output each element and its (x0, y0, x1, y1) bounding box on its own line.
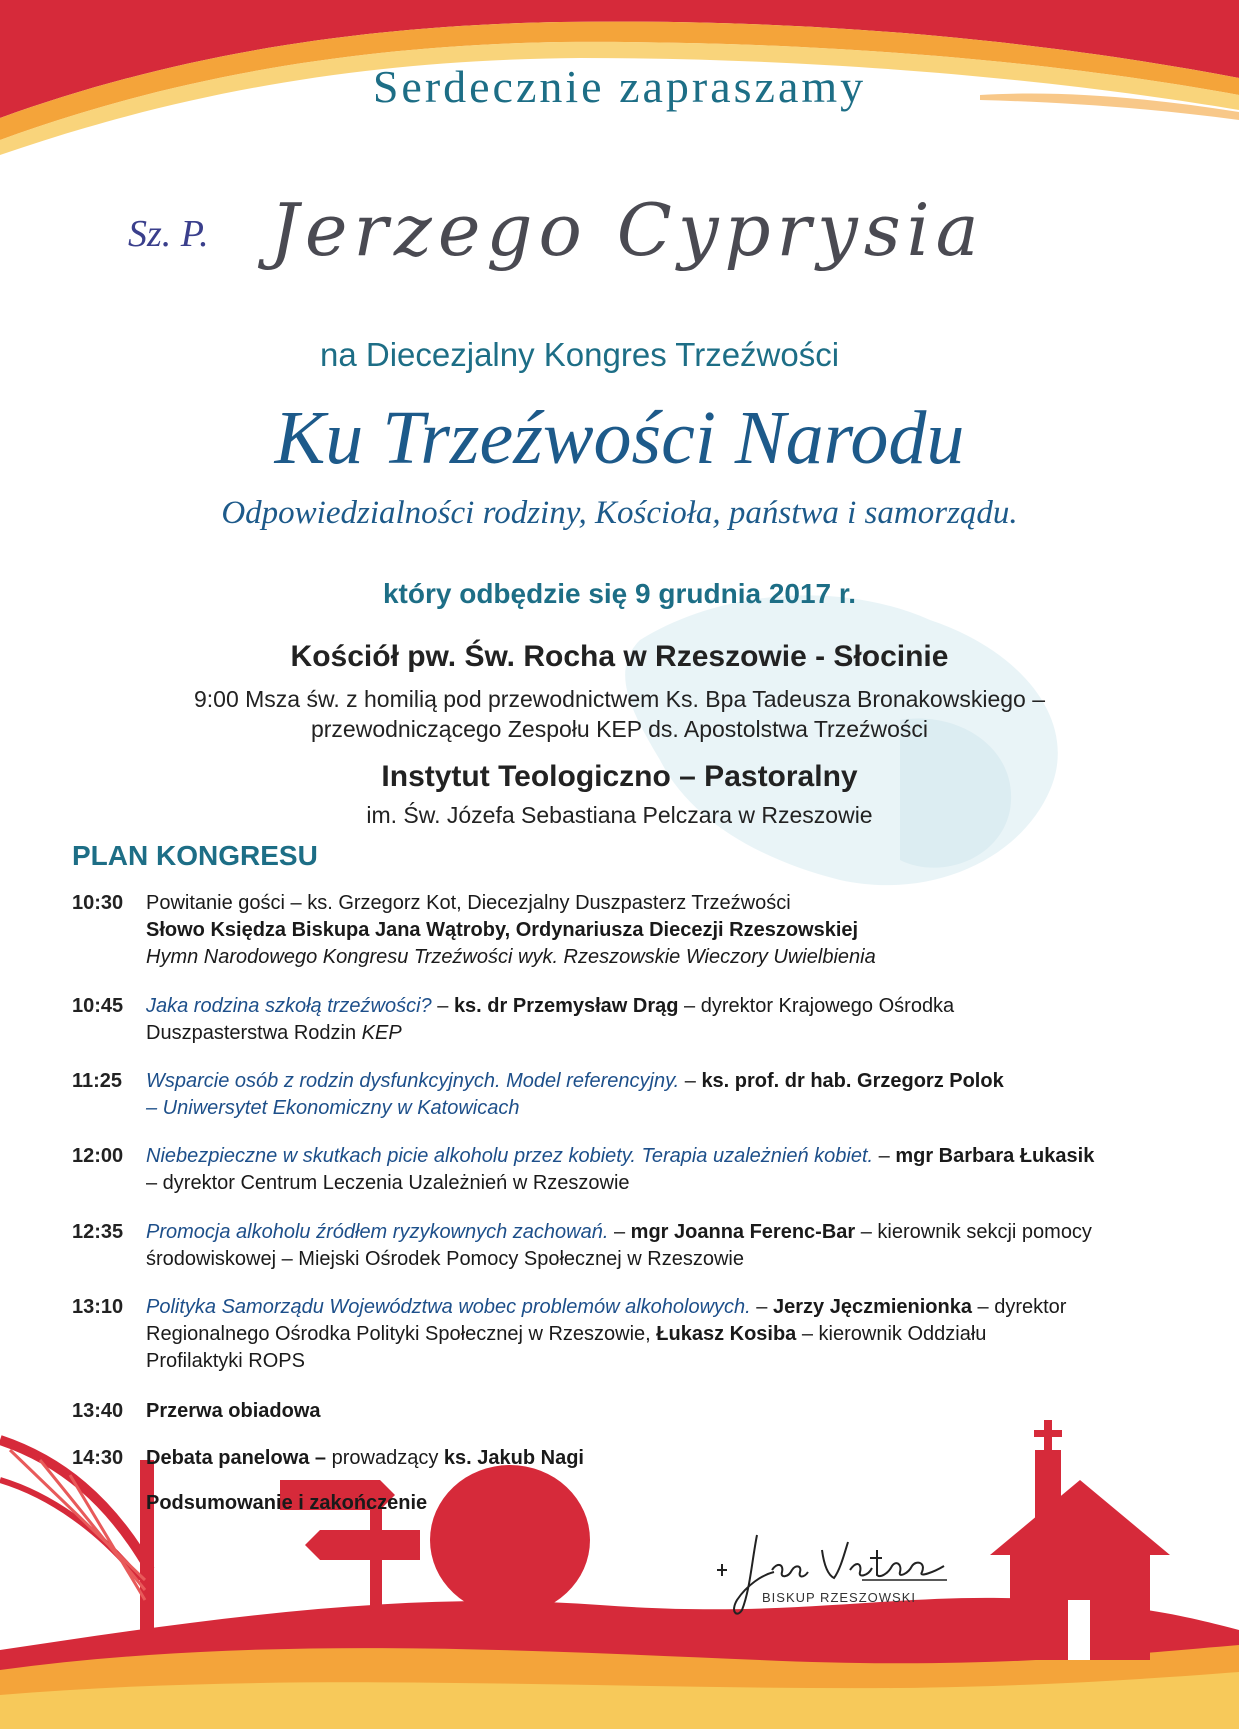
agenda-role: – dyrektor (971, 1296, 1067, 1318)
agenda-role: prowadzący (331, 1447, 444, 1469)
agenda-topic: Promocja alkoholu źródłem ryzykownych zachowań. (146, 1221, 609, 1243)
agenda-time: 10:45 (72, 995, 124, 1017)
subtitle: Odpowiedzialności rodziny, Kościoła, państwa i samorządu. (221, 495, 1018, 531)
agenda-topic: Niebezpieczne w skutkach picie alkoholu przez kobiety. Terapia uzależnień kobiet. (146, 1145, 874, 1167)
agenda-speaker: ks. dr Przemysław Drąg (453, 995, 679, 1017)
agenda-role: – dyrektor Centrum Leczenia Uzależnień w Rzeszowie (146, 1172, 630, 1194)
agenda-topic: Wsparcie osób z rodzin dysfunkcyjnych. Model referencyjny. (146, 1070, 680, 1092)
agenda-time: 12:00 (72, 1145, 124, 1167)
date-line: który odbędzie się 9 grudnia 2017 r. (382, 578, 857, 609)
agenda-time: 10:30 (72, 892, 124, 914)
institute-name: Instytut Teologiczno – Pastoralny (381, 760, 858, 793)
agenda-separator: – (873, 1145, 896, 1167)
agenda-role: Duszpasterstwa Rodzin (146, 1022, 362, 1044)
bishop-signature (712, 1530, 952, 1620)
mass-info-line: przewodniczącego Zespołu KEP ds. Apostolstwa Trzeźwości (310, 716, 929, 742)
agenda-speaker: mgr Barbara Łukasik (895, 1145, 1095, 1167)
agenda-speaker: ks. prof. dr hab. Grzegorz Polok (701, 1070, 1004, 1092)
agenda-role: środowiskowej – Miejski Ośrodek Pomocy Społecznej w Rzeszowie (146, 1248, 744, 1270)
institute-subtitle: im. Św. Józefa Sebastiana Pelczara w Rzeszowie (366, 802, 873, 828)
agenda-topic: Jaka rodzina szkołą trzeźwości? (146, 995, 432, 1017)
agenda-role: – kierownik sekcji pomocy (855, 1221, 1092, 1243)
agenda-separator: – (608, 1221, 631, 1243)
agenda-line: Powitanie gości – ks. Grzegorz Kot, Diecezjalny Duszpasterz Trzeźwości (146, 892, 791, 914)
addressee-name-handwritten: Jerzego Cyprysia (270, 188, 985, 272)
agenda-time: 13:40 (72, 1400, 124, 1422)
agenda-time: 12:35 (72, 1221, 124, 1243)
agenda-speaker: mgr Joanna Ferenc-Bar (630, 1221, 856, 1243)
agenda-role: Profilaktyki ROPS (146, 1350, 305, 1372)
plan-heading: PLAN KONGRESU (72, 840, 318, 871)
agenda-separator: – (750, 1296, 773, 1318)
congress-line: na Diecezjalny Kongres Trzeźwości (320, 336, 840, 373)
agenda-separator: – (679, 1070, 702, 1092)
church-name: Kościół pw. Św. Rocha w Rzeszowie - Słocinie (290, 640, 949, 673)
signature-caption: BISKUP RZESZOWSKI (762, 1590, 917, 1605)
addressee-prefix: Sz. P. (128, 213, 209, 255)
agenda-time: 11:25 (72, 1070, 123, 1092)
agenda-role: – kierownik Oddziału (796, 1323, 987, 1345)
agenda-line: Przerwa obiadowa (146, 1400, 321, 1422)
main-title: Ku Trzeźwości Narodu (274, 396, 965, 480)
agenda-line: Słowo Księdza Biskupa Jana Wątroby, Ordynariusza Diecezji Rzeszowskiej (146, 919, 859, 941)
agenda-time: 14:30 (72, 1447, 124, 1469)
agenda-line: Debata panelowa – (146, 1447, 332, 1469)
agenda-line: Podsumowanie i zakończenie (146, 1492, 428, 1514)
agenda-role: – dyrektor Krajowego Ośrodka (678, 995, 955, 1017)
agenda-role: Regionalnego Ośrodka Polityki Społecznej w Rzeszowie, (146, 1323, 657, 1345)
agenda-separator: – (431, 995, 454, 1017)
agenda-speaker: Łukasz Kosiba (656, 1323, 797, 1345)
agenda-role: KEP (361, 1022, 402, 1044)
agenda-speaker: ks. Jakub Nagi (443, 1447, 584, 1469)
agenda-topic: Polityka Samorządu Województwa wobec problemów alkoholowych. (146, 1296, 751, 1318)
agenda-line: Hymn Narodowego Kongresu Trzeźwości wyk. Rzeszowskie Wieczory Uwielbienia (146, 946, 876, 968)
invitation-heading: Serdecznie zapraszamy (372, 61, 867, 112)
mass-info-line: 9:00 Msza św. z homilią pod przewodnictwem Ks. Bpa Tadeusza Bronakowskiego – (193, 686, 1045, 712)
agenda-role: – Uniwersytet Ekonomiczny w Katowicach (146, 1097, 520, 1119)
agenda-speaker: Jerzy Jęczmienionka (772, 1296, 972, 1318)
agenda-time: 13:10 (72, 1296, 124, 1318)
